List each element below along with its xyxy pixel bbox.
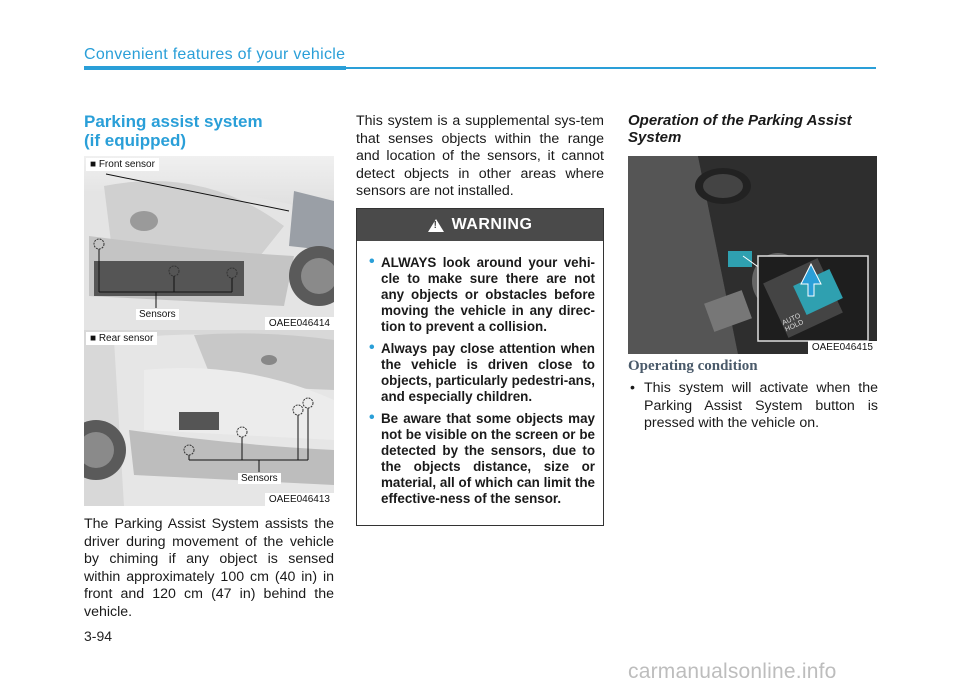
bullet-dot-icon: • [630,380,635,396]
warning-header [357,209,603,241]
front-car-illustration [84,156,334,330]
section-title [84,112,334,150]
console-figure-code: OAEE046415 [808,341,877,354]
watermark: carmanualsonline.info [628,660,837,683]
rear-car-illustration [84,330,334,506]
warning-triangle-icon [428,219,444,232]
section-title-line1: Parking assist system [84,112,263,131]
rear-sensor-figure [84,330,334,506]
middle-paragraph: This system is a supplemental sys-tem that senses objects within the range and location of the sensors, it cannot detect objects in other areas where sensors are not installed. [356,113,604,199]
rear-sensors-label: Sensors [238,473,281,484]
operating-condition-title: Operating condition [628,358,758,374]
operation-title: Operation of the Parking Assist System [628,112,852,146]
left-paragraph: The Parking Assist System assists the driver during movement of the vehicle by chiming if any object is sensed within approximately 100 cm (40 in) in front and 120 cm (47 in) behind the vehicle. [84,516,334,620]
console-figure [628,156,877,354]
bullet-text: This system will activate when the Parking Assist System button is pressed with the vehicle on. [644,380,878,431]
operating-condition-bullet [628,380,878,433]
front-figure-code: OAEE046414 [265,317,334,330]
page-header-title: Convenient features of your vehicle [84,46,346,63]
warning-box [356,208,604,526]
console-illustration [628,156,877,354]
front-sensor-figure [84,156,334,330]
warning-item: • Be aware that some objects may not be visible on the screen or be detected by the sensors, due to the objects distance, size or material, all of which can limit the effective-ness of the sensor. [371,411,595,507]
rear-sensor-caption: ■ Rear sensor [86,332,157,345]
rear-figure-code: OAEE046413 [265,493,334,506]
front-sensors-label: Sensors [136,309,179,320]
section-title-line2: (if equipped) [84,131,186,150]
auto-hold-button-label: AUTO HOLD [781,312,805,334]
warning-item: • Always pay close attention when the vehicle is driven close to objects, particularly pedestri-ans, and especially children. [371,341,595,405]
header-rule [346,67,876,69]
page-number: 3-94 [84,628,113,644]
warning-item: • ALWAYS look around your vehi-cle to make sure there are not any objects or obstacles before moving the vehicle in any direc-tion to prevent a collision. [371,255,595,335]
warning-list [357,241,603,507]
header-accent-bar [84,66,346,70]
warning-title: WARNING [451,216,533,233]
front-sensor-caption: ■ Front sensor [86,158,159,171]
